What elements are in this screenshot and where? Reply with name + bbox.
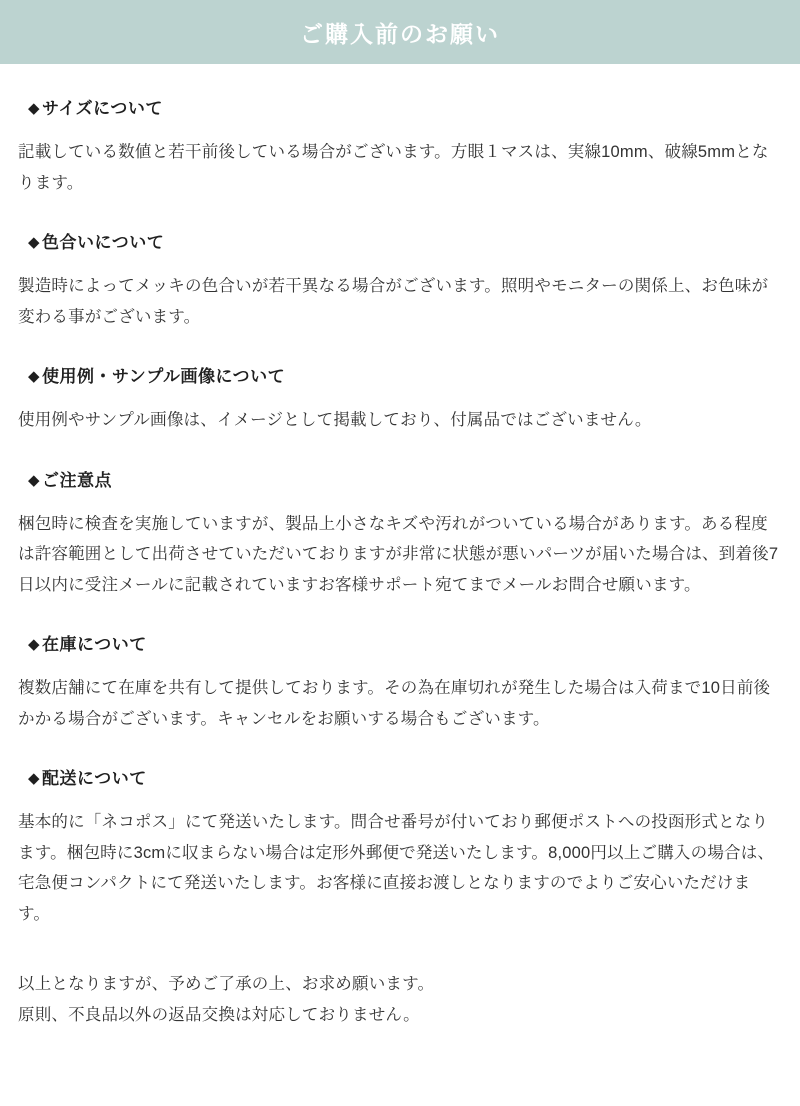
section-heading-label: 使用例・サンプル画像について — [42, 367, 286, 387]
diamond-icon: ◆ — [28, 100, 41, 117]
closing-line-2: 原則、不良品以外の返品交換は対応しておりません。 — [18, 1005, 420, 1024]
section-body: 基本的に「ネコポス」にて発送いたします。問合せ番号が付いており郵便ポストへの投函形式となります。梱包時に3cmに収まらない場合は定形外郵便で発送いたします。8,000円以上ご購入の場合は、宅急便コンパクトにて発送いたします。お客様に直接お渡しとなりますのでよりご安心いただけます。 — [18, 813, 775, 923]
section-body: 製造時によってメッキの色合いが若干異なる場合がございます。照明やモニターの関係上、お色味が変わる事がございます。 — [18, 277, 769, 326]
diamond-icon: ◆ — [28, 234, 41, 252]
closing-line-1: 以上となりますが、予めご了承の上、お求め願います。 — [18, 975, 435, 994]
closing-note — [18, 969, 782, 1030]
diamond-icon: ◆ — [28, 368, 41, 386]
notice-content — [0, 94, 800, 1038]
section-shipping — [18, 764, 782, 929]
section-body: 複数店舗にて在庫を共有して提供しております。その為在庫切れが発生した場合は入荷まで10日前後かかる場合がございます。キャンセルをお願いする場合もございます。 — [18, 679, 771, 728]
section-heading-label: サイズについて — [42, 99, 163, 118]
section-body: 梱包時に検査を実施していますが、製品上小さなキズや汚れがついている場合があります。ある程度は許容範囲として出荷させていただいておりますが非常に状態が悪いパーツが届いた場合は、到着後7日以内に受注メールに記載されていますお客様サポート宛てまでメールお問合せ願います。 — [18, 514, 779, 594]
section-heading-label: 配送について — [42, 769, 147, 789]
section-body: 使用例やサンプル画像は、イメージとして掲載しており、付属品ではございません。 — [18, 411, 652, 430]
section-body: 記載している数値と若干前後している場合がございます。方眼１マスは、実線10mm、破線5mmとなります。 — [18, 143, 769, 192]
diamond-icon: ◆ — [28, 636, 41, 654]
diamond-icon: ◆ — [28, 770, 41, 788]
page-banner — [0, 0, 800, 64]
section-heading — [28, 362, 782, 387]
page-title: ご購入前のお願い — [300, 20, 500, 47]
section-size — [18, 94, 782, 198]
section-heading — [28, 466, 782, 491]
section-heading-label: ご注意点 — [42, 470, 113, 490]
section-heading — [28, 228, 782, 253]
section-sample-images — [18, 362, 782, 436]
section-heading — [28, 764, 782, 789]
section-color — [18, 228, 782, 332]
section-heading-label: 色合いについて — [42, 233, 165, 253]
section-stock — [18, 630, 782, 734]
section-heading — [28, 94, 782, 119]
diamond-icon: ◆ — [28, 471, 41, 489]
section-heading-label: 在庫について — [42, 635, 147, 655]
section-cautions — [18, 466, 782, 601]
section-heading — [28, 630, 782, 655]
